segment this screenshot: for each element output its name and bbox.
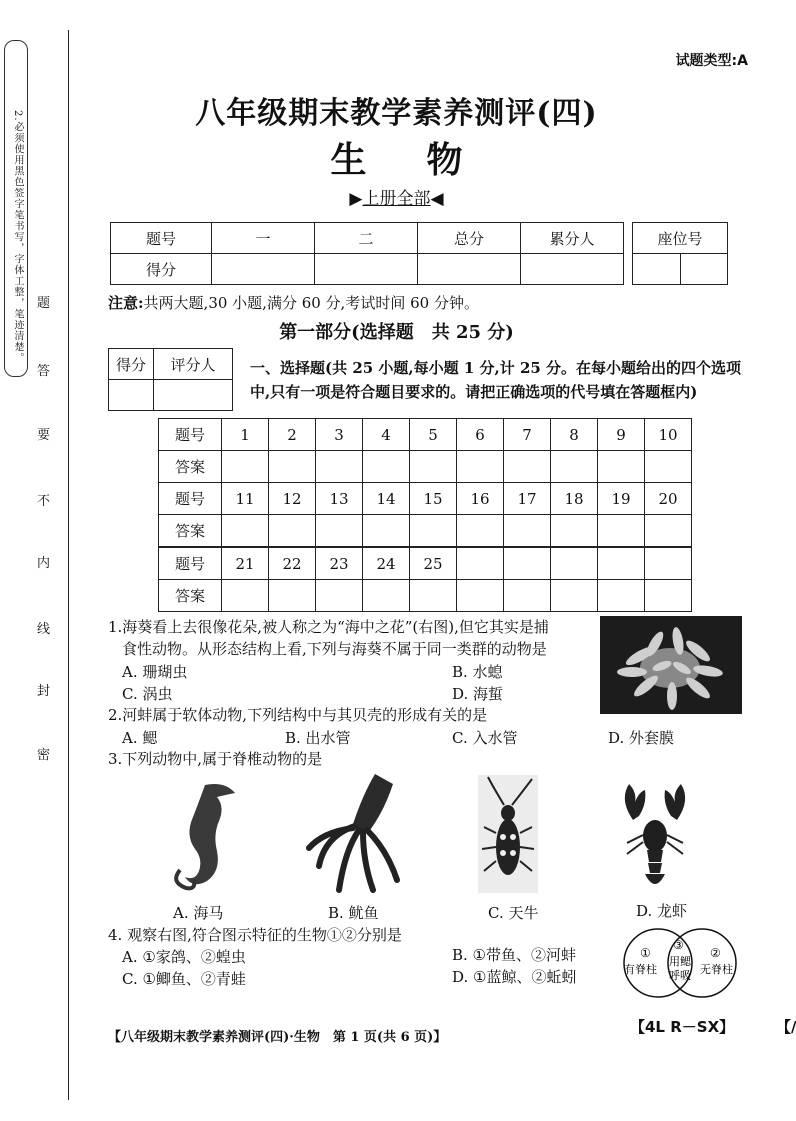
score-table-header: 二 — [315, 223, 418, 254]
question-number: 4 — [363, 419, 410, 451]
answer-cell[interactable] — [316, 515, 363, 547]
seat-label: 座位号 — [633, 223, 728, 254]
answer-cell[interactable] — [269, 451, 316, 483]
grader-label: 评分人 — [154, 349, 233, 380]
question-number: 15 — [410, 483, 457, 515]
question-number — [598, 548, 645, 580]
question-2-option-b[interactable]: B. 出水管 — [285, 729, 351, 747]
question-number: 18 — [551, 483, 598, 515]
question-number — [457, 548, 504, 580]
question-number: 20 — [645, 483, 692, 515]
seal-char: 封 — [37, 684, 51, 699]
question-3-stem: 3.下列动物中,属于脊椎动物的是 — [108, 750, 323, 768]
seal-char: 内 — [37, 556, 51, 571]
answer-grid-row-label: 题号 — [159, 483, 222, 515]
question-2-option-d[interactable]: D. 外套膜 — [608, 729, 675, 747]
grader-score-label: 得分 — [109, 349, 154, 380]
answer-cell[interactable] — [410, 580, 457, 612]
question-1-stem-line1: 1.海葵看上去很像花朵,被人称之为“海中之花”(右图),但它其实是捕 — [108, 618, 549, 636]
venn-right-text: 无脊柱 — [700, 963, 733, 976]
answer-cell[interactable] — [551, 515, 598, 547]
score-cell[interactable] — [315, 254, 418, 285]
answer-grid-row-label: 题号 — [159, 419, 222, 451]
answer-cell[interactable] — [410, 451, 457, 483]
page-footer: 【八年级期末教学素养测评(四)·生物 第 1 页(共 6 页)】 — [108, 1030, 447, 1045]
answer-cell[interactable] — [269, 580, 316, 612]
question-number: 24 — [363, 548, 410, 580]
answer-cell[interactable] — [457, 580, 504, 612]
question-number: 1 — [222, 419, 269, 451]
section-instructions: 一、选择题(共 25 小题,每小题 1 分,计 25 分。在每小题给出的四个选项中,只有一项是符合题目要求的。请把正确选项的代号填在答题框内) — [250, 359, 742, 401]
answer-cell[interactable] — [645, 580, 692, 612]
grader-score-cell[interactable] — [109, 380, 154, 411]
score-table — [110, 222, 624, 285]
answer-row-label: 答案 — [159, 515, 222, 547]
question-number: 19 — [598, 483, 645, 515]
answer-row-label: 答案 — [159, 580, 222, 612]
question-number: 16 — [457, 483, 504, 515]
question-number: 25 — [410, 548, 457, 580]
question-number: 17 — [504, 483, 551, 515]
venn-left-text: 有脊柱 — [624, 963, 657, 976]
grader-cell[interactable] — [154, 380, 233, 411]
exam-type-label: 试题类型:A — [675, 53, 748, 69]
score-table-header: 总分 — [418, 223, 521, 254]
answer-cell[interactable] — [504, 580, 551, 612]
answer-cell[interactable] — [222, 451, 269, 483]
answer-cell[interactable] — [598, 515, 645, 547]
question-number: 6 — [457, 419, 504, 451]
answer-cell[interactable] — [222, 515, 269, 547]
score-table-header: 累分人 — [521, 223, 624, 254]
question-number — [551, 548, 598, 580]
venn-mid-num: ③ — [673, 938, 684, 952]
answer-cell[interactable] — [363, 515, 410, 547]
question-number: 7 — [504, 419, 551, 451]
answer-cell[interactable] — [363, 580, 410, 612]
seat-table — [632, 222, 728, 285]
venn-right-num: ② — [710, 946, 721, 960]
score-table-header: 题号 — [111, 223, 212, 254]
answer-cell[interactable] — [645, 515, 692, 547]
triangle-right-icon: ▶ — [349, 189, 363, 209]
question-3-option-a[interactable]: A. 海马 — [173, 904, 224, 922]
crayfish-image — [615, 780, 695, 899]
answer-cell[interactable] — [363, 451, 410, 483]
answer-cell[interactable] — [269, 515, 316, 547]
question-2-option-a[interactable]: A. 鳃 — [122, 729, 158, 747]
question-number: 5 — [410, 419, 457, 451]
seat-cell[interactable] — [633, 254, 681, 285]
seal-char: 答 — [37, 364, 51, 379]
longhorn-beetle-image — [478, 775, 538, 897]
answer-cell[interactable] — [457, 451, 504, 483]
question-number: 21 — [222, 548, 269, 580]
question-1-option-b[interactable]: B. 水螅 — [452, 663, 503, 681]
subject-title: 生物 — [330, 139, 523, 181]
question-1-option-a[interactable]: A. 珊瑚虫 — [122, 663, 188, 681]
seal-char: 线 — [37, 622, 51, 637]
answer-row-label: 答案 — [159, 451, 222, 483]
question-number: 23 — [316, 548, 363, 580]
seat-cell[interactable] — [680, 254, 728, 285]
scope-text: 上册全部 — [362, 189, 431, 209]
question-4-option-a[interactable]: A. ①家鸽、②蝗虫 — [122, 948, 246, 966]
question-number: 13 — [316, 483, 363, 515]
question-number: 11 — [222, 483, 269, 515]
question-4-stem: 4. 观察右图,符合图示特征的生物①②分别是 — [108, 926, 402, 944]
grader-table — [108, 348, 233, 411]
part-title: 第一部分(选择题 共 25 分) — [279, 322, 514, 343]
answer-cell[interactable] — [316, 451, 363, 483]
question-3-option-d[interactable]: D. 龙虾 — [636, 902, 688, 920]
answer-cell[interactable] — [598, 451, 645, 483]
answer-cell[interactable] — [551, 451, 598, 483]
score-table-header: 一 — [212, 223, 315, 254]
answer-cell[interactable] — [551, 580, 598, 612]
question-number — [504, 548, 551, 580]
footer-code: 【4L R－SX】 — [630, 1018, 735, 1036]
answer-grid — [158, 482, 692, 547]
answer-cell[interactable] — [645, 451, 692, 483]
answer-grid-row-label: 题号 — [159, 548, 222, 580]
venn-mid-text1: 用鳃 — [669, 955, 691, 968]
venn-left-num: ① — [640, 946, 651, 960]
seal-char: 不 — [37, 494, 51, 509]
seal-char: 题 — [37, 296, 51, 311]
notice-text: 共两大题,30 小题,满分 60 分,考试时间 60 分钟。 — [143, 294, 479, 312]
seal-char: 密 — [37, 748, 51, 763]
answer-cell[interactable] — [316, 580, 363, 612]
question-3-option-b[interactable]: B. 鱿鱼 — [328, 904, 379, 922]
seahorse-image — [150, 775, 245, 899]
question-1-option-d[interactable]: D. 海蜇 — [452, 685, 504, 703]
question-1-stem-line2: 食性动物。从形态结构上看,下列与海葵不属于同一类群的动物是 — [122, 640, 547, 658]
question-number: 12 — [269, 483, 316, 515]
question-number: 22 — [269, 548, 316, 580]
question-4-option-c[interactable]: C. ①鲫鱼、②青蛙 — [122, 970, 246, 988]
answer-cell[interactable] — [598, 580, 645, 612]
answer-grid — [158, 418, 692, 483]
venn-mid-text2: 呼吸 — [669, 969, 691, 982]
seal-char: 要 — [37, 428, 51, 443]
question-number: 14 — [363, 483, 410, 515]
sea-anemone-image — [600, 616, 742, 714]
question-2-stem: 2.河蚌属于软体动物,下列结构中与其贝壳的形成有关的是 — [108, 706, 488, 724]
score-cell[interactable] — [521, 254, 624, 285]
answer-grid — [158, 547, 692, 612]
question-number: 8 — [551, 419, 598, 451]
question-number: 3 — [316, 419, 363, 451]
question-number: 9 — [598, 419, 645, 451]
notice-label: 注意: — [108, 294, 144, 312]
question-2-option-c[interactable]: C. 入水管 — [452, 729, 518, 747]
score-cell[interactable] — [212, 254, 315, 285]
notice — [108, 292, 479, 313]
venn-diagram — [614, 925, 746, 1005]
question-number — [645, 548, 692, 580]
question-3-option-c[interactable]: C. 天牛 — [488, 904, 539, 922]
question-number: 2 — [269, 419, 316, 451]
footer-edge-text: 【/ — [776, 1018, 796, 1036]
score-cell[interactable] — [418, 254, 521, 285]
squid-image — [305, 770, 405, 902]
answer-cell[interactable] — [504, 515, 551, 547]
answer-cell[interactable] — [504, 451, 551, 483]
question-number: 10 — [645, 419, 692, 451]
answer-cell[interactable] — [457, 515, 504, 547]
scope-label — [0, 184, 793, 209]
question-4-option-b[interactable]: B. ①带鱼、②河蚌 — [452, 946, 577, 964]
question-4-option-d[interactable]: D. ①蓝鲸、②蚯蚓 — [452, 968, 577, 986]
binding-note-text: 2.必须使用黑色签字笔书写，字体工整，笔迹清楚。 — [12, 110, 23, 364]
answer-cell[interactable] — [222, 580, 269, 612]
triangle-left-icon: ◀ — [430, 189, 444, 209]
answer-cell[interactable] — [410, 515, 457, 547]
exam-title: 八年级期末教学素养测评(四) — [195, 96, 598, 131]
score-row-label: 得分 — [111, 254, 212, 285]
question-1-option-c[interactable]: C. 涡虫 — [122, 685, 173, 703]
